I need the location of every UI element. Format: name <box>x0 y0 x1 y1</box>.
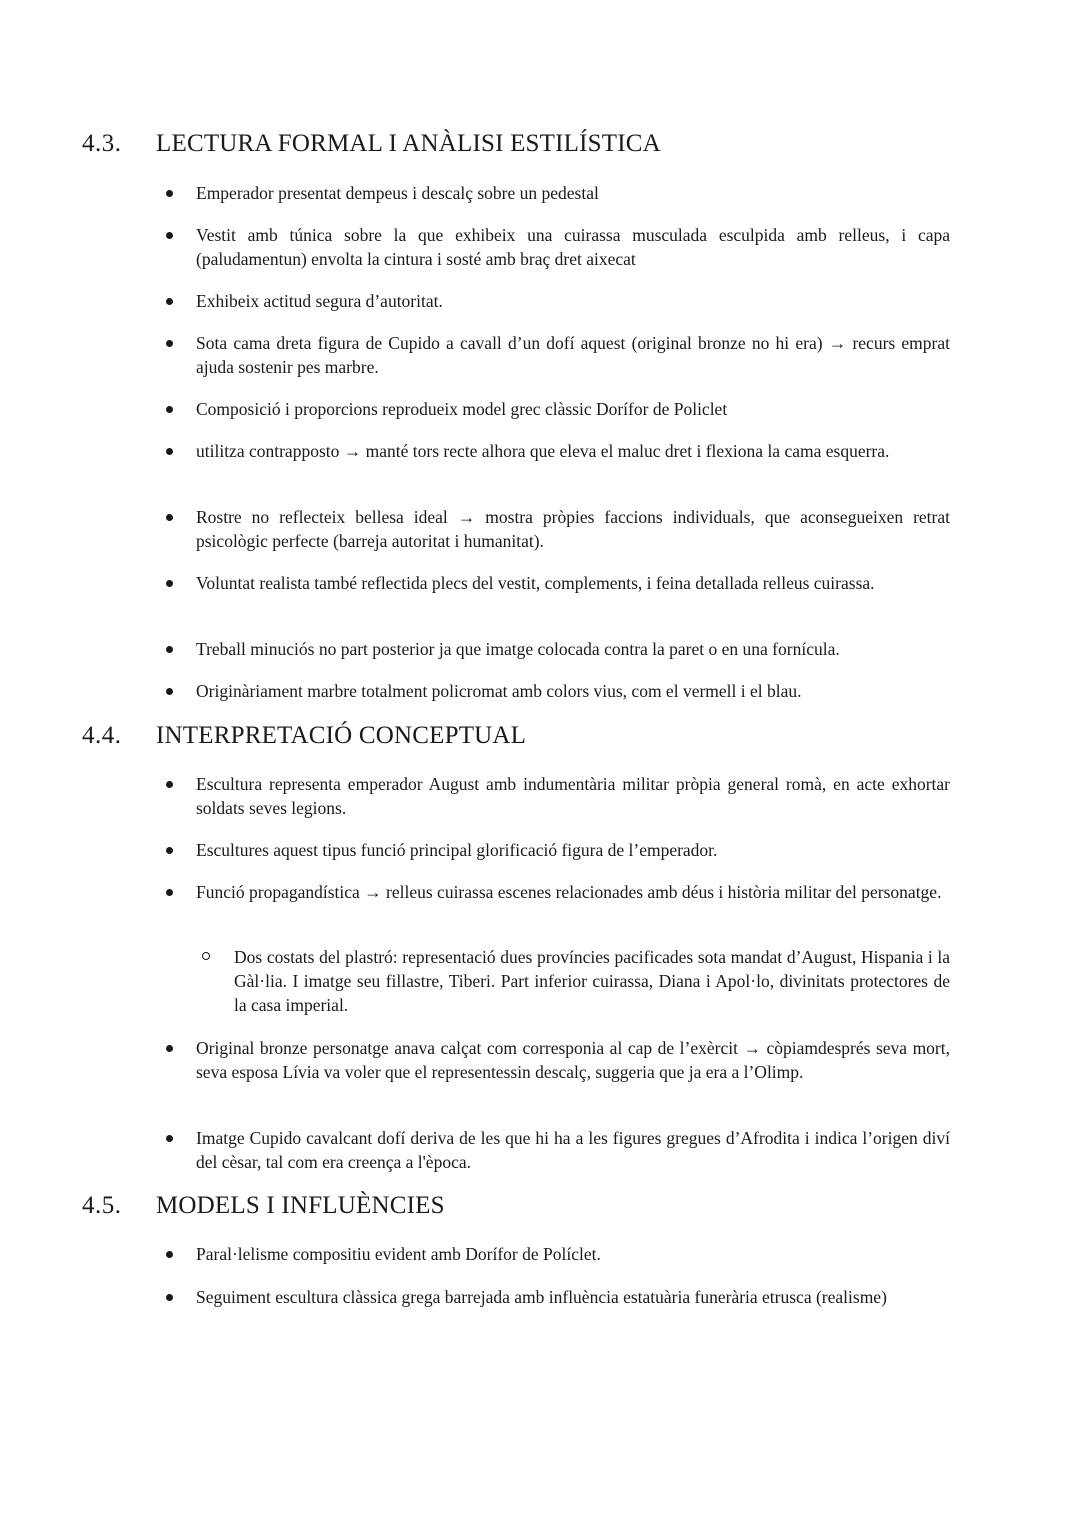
sub-list-item-text: Dos costats del plastró: representació dues províncies pacificades sota mandat d’August, Hispania i la Gàl·lia. I imatge seu fillastre, Tiberi. Part inferior cuirassa, Diana i Apol·lo, divinitats protectores de la casa imperial. <box>234 947 950 1015</box>
list-item <box>160 1242 950 1266</box>
section-title: LECTURA FORMAL I ANÀLISI ESTILÍSTICA <box>156 130 661 157</box>
list-item-text: Originàriament marbre totalment policromat amb colors vius, com el vermell i el blau. <box>196 681 802 701</box>
bullet-icon <box>166 889 173 896</box>
bullet-icon <box>166 781 173 788</box>
bullet-icon <box>166 232 173 239</box>
list-item <box>160 1036 950 1084</box>
bullet-icon <box>166 190 173 197</box>
list-item <box>160 439 950 463</box>
list-item <box>160 838 950 862</box>
list-item <box>160 637 950 661</box>
bullet-icon <box>166 646 173 653</box>
list-item-text: Rostre no reflecteix bellesa ideal → mostra pròpies faccions individuals, que aconsegueixen retrat psicològic perfecte (barreja autoritat i humanitat). <box>196 507 950 551</box>
section-title: INTERPRETACIÓ CONCEPTUAL <box>156 722 527 749</box>
list-item <box>160 1285 950 1309</box>
list-item-text: Voluntat realista també reflectida plecs del vestit, complements, i feina detallada relleus cuirassa. <box>196 573 875 593</box>
list-item <box>160 505 950 553</box>
list-item-text: Composició i proporcions reprodueix model grec clàssic Dorífor de Policlet <box>196 399 728 419</box>
section-number: 4.4. <box>82 722 122 749</box>
bullet-icon <box>166 1251 173 1258</box>
sub-list-item <box>200 945 950 1017</box>
section-number: 4.5. <box>82 1192 122 1219</box>
list-item <box>160 397 950 421</box>
list-item <box>160 223 950 271</box>
list-item-text: Original bronze personatge anava calçat com corresponia al cap de l’exèrcit → còpiamdesprés seva mort, seva esposa Lívia va voler que el representessin descalç, suggeria que ja era a l’Olimp. <box>196 1038 950 1082</box>
bullet-icon <box>166 298 173 305</box>
section-number: 4.3. <box>82 130 122 157</box>
bullet-icon <box>166 1045 173 1052</box>
bullet-icon <box>166 406 173 413</box>
section-title: MODELS I INFLUÈNCIES <box>156 1192 445 1219</box>
list-item-text: Imatge Cupido cavalcant dofí deriva de les que hi ha a les figures gregues d’Afrodita i indica l’origen diví del cèsar, tal com era creença a l'època. <box>196 1128 950 1172</box>
list-item-text: utilitza contrapposto → manté tors recte alhora que eleva el maluc dret i flexiona la cama esquerra. <box>196 441 890 461</box>
bullet-icon <box>166 580 173 587</box>
list-item-text: Sota cama dreta figura de Cupido a cavall d’un dofí aquest (original bronze no hi era) → recurs emprat ajuda sostenir pes marbre. <box>196 333 950 377</box>
bullet-icon <box>166 448 173 455</box>
list-item <box>160 331 950 379</box>
bullet-icon <box>166 514 173 521</box>
list-item-text: Exhibeix actitud segura d’autoritat. <box>196 291 443 311</box>
bullet-icon <box>166 340 173 347</box>
bullet-icon <box>166 1294 173 1301</box>
hollow-bullet-icon <box>202 952 210 960</box>
list-item-text: Escultures aquest tipus funció principal glorificació figura de l’emperador. <box>196 840 718 860</box>
list-item-text: Funció propagandística → relleus cuirassa escenes relacionades amb déus i història militar del personatge. <box>196 882 942 902</box>
list-item <box>160 880 950 904</box>
bullet-icon <box>166 847 173 854</box>
list-item-text: Treball minuciós no part posterior ja que imatge colocada contra la paret o en una fornícula. <box>196 639 840 659</box>
list-item <box>160 772 950 820</box>
list-item-text: Seguiment escultura clàssica grega barrejada amb influència estatuària funerària etrusca (realisme) <box>196 1287 887 1307</box>
list-item-text: Paral·lelisme compositiu evident amb Dorífor de Políclet. <box>196 1244 601 1264</box>
list-item-text: Vestit amb túnica sobre la que exhibeix una cuirassa musculada esculpida amb relleus, i capa (paludamentun) envolta la cintura i sosté amb braç dret aixecat <box>196 225 950 269</box>
list-item <box>160 679 950 703</box>
list-item <box>160 571 950 595</box>
list-item-text: Emperador presentat dempeus i descalç sobre un pedestal <box>196 183 599 203</box>
list-item <box>160 289 950 313</box>
section-heading-4-3 <box>82 130 982 164</box>
bullet-icon <box>166 1135 173 1142</box>
list-item-text: Escultura representa emperador August amb indumentària militar pròpia general romà, en acte exhortar soldats seves legions. <box>196 774 950 818</box>
section-heading-4-4 <box>82 722 982 756</box>
list-item <box>160 1126 950 1174</box>
bullet-icon <box>166 688 173 695</box>
list-item <box>160 181 950 205</box>
section-heading-4-5 <box>82 1192 982 1226</box>
